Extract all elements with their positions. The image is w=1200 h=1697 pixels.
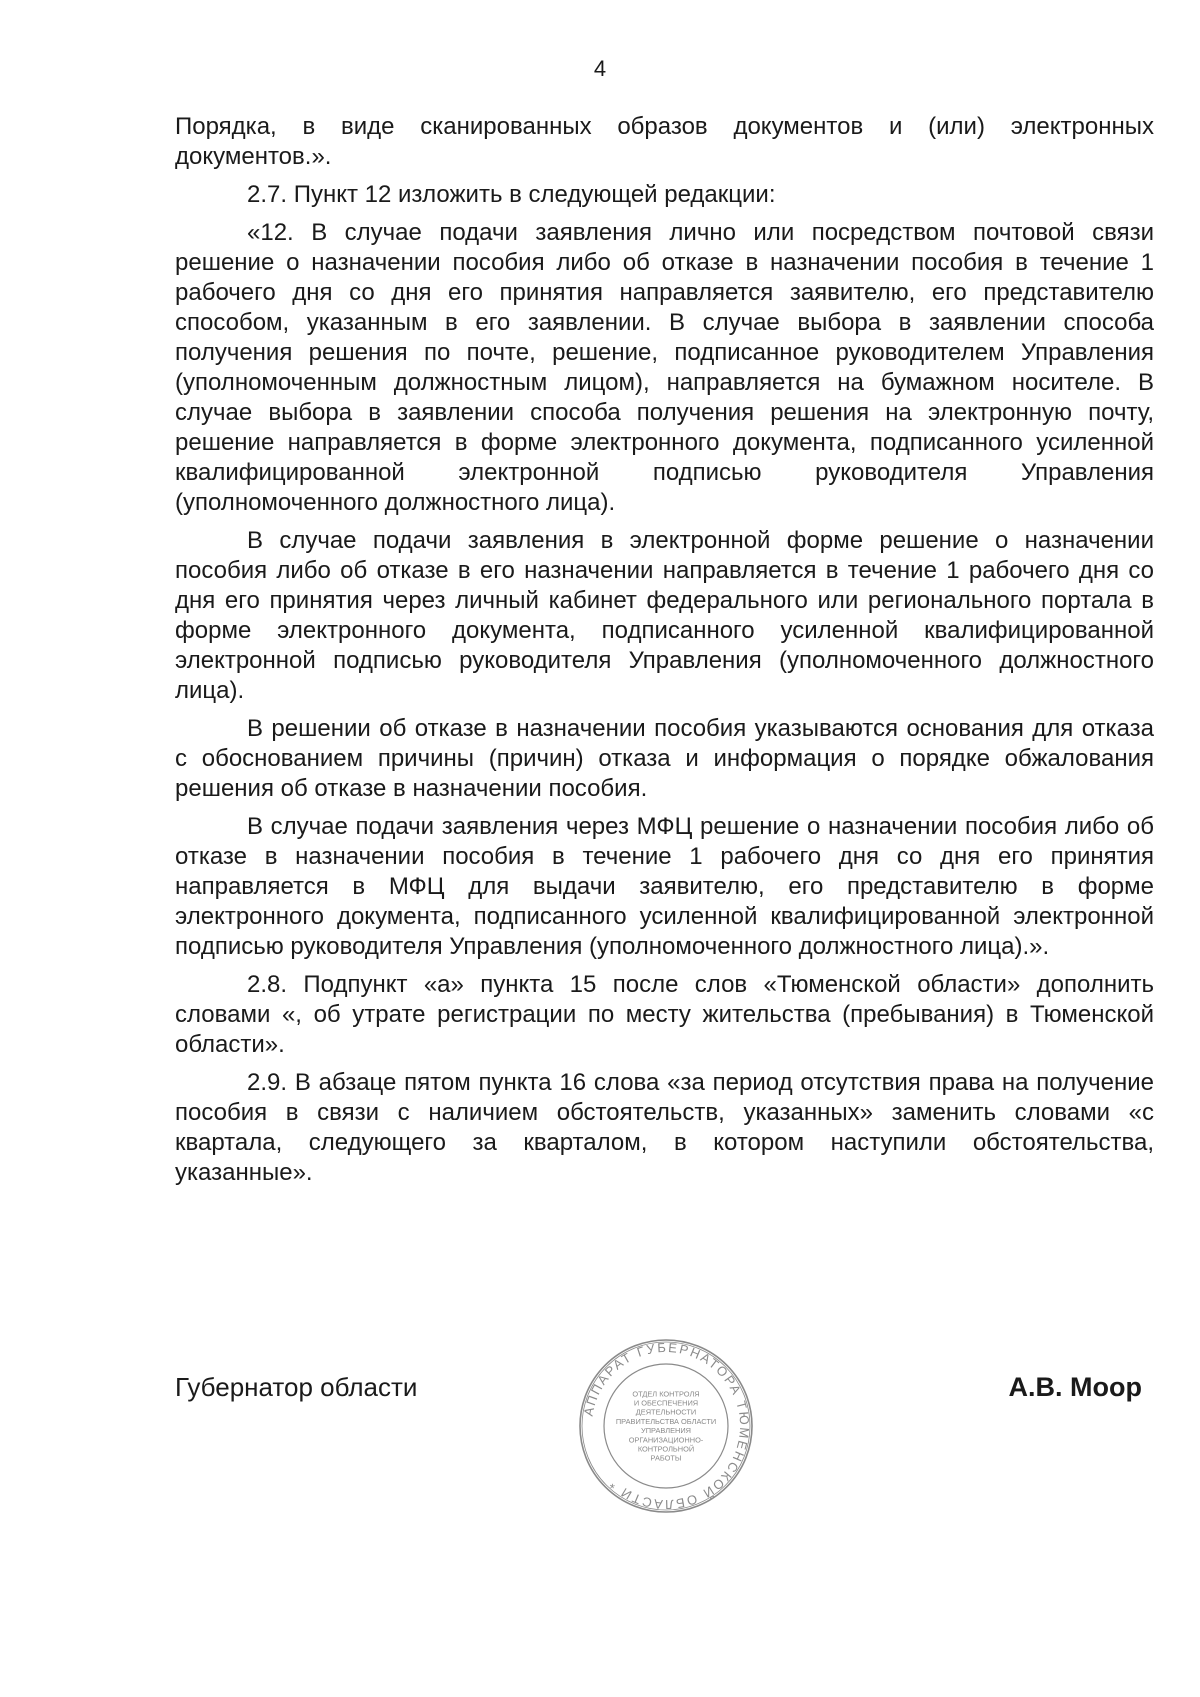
seal-inner-line: И ОБЕСПЕЧЕНИЯ — [633, 1398, 699, 1408]
paragraph: «12. В случае подачи заявления лично или посредством почтовой связи решение о назначении пособия либо об отказе в назначении пособия в течение 1 рабочего дня со дня его принятия направляется заявителю, его представителю способом, указанным в его заявлении. В случае выбора в заявлении способа получения решения по почте, решение, подписанное руководителем Управления (уполномоченным должностным лицом), направляется на бумажном носителе. В случае выбора в заявлении способа получения решения на электронную почту, решение направляется в форме электронного документа, подписанного усиленной квалифицированной электронной подписью руководителя Управления (уполномоченного должностного лица). — [175, 219, 1154, 516]
seal-inner-line: ПРАВИТЕЛЬСТВА ОБЛАСТИ — [615, 1416, 717, 1426]
paragraph: Порядка, в виде сканированных образов документов и (или) электронных документов.». — [175, 113, 1154, 170]
seal-inner-line: ОТДЕЛ КОНТРОЛЯ — [632, 1389, 700, 1399]
seal-inner-line: ДЕЯТЕЛЬНОСТИ — [635, 1407, 697, 1417]
paragraph: В случае подачи заявления через МФЦ решение о назначении пособия либо об отказе в назначении пособия в течение 1 рабочего дня со дня его принятия направляется в МФЦ для выдачи заявителю, его представителю в форме электронного документа, подписанного усиленной квалифицированной электронной подписью руководителя Управления (уполномоченного должностного лица).». — [175, 813, 1154, 960]
page-number: 4 — [593, 56, 607, 81]
signatory-name: А.В. Моор — [1008, 1372, 1142, 1402]
svg-text:АППАРАТ ГУБЕРНАТОРА ТЮМЕНСКОЙ: АППАРАТ ГУБЕРНАТОРА ТЮМЕНСКОЙ ОБЛАСТИ * — [580, 1339, 753, 1513]
paragraph: 2.8. Подпункт «а» пункта 15 после слов «Тюменской области» дополнить словами «, об утрате регистрации по месту жительства (пребывания) в Тюменской области». — [175, 971, 1154, 1058]
document-body — [175, 112, 1154, 1196]
official-seal-stamp — [578, 1338, 754, 1514]
seal-inner-line: РАБОТЫ — [650, 1453, 682, 1463]
seal-inner-line: ОРГАНИЗАЦИОННО- — [628, 1435, 704, 1445]
signatory-position: Губернатор области — [175, 1372, 418, 1402]
seal-graphic — [578, 1338, 754, 1514]
paragraph: В случае подачи заявления в электронной форме решение о назначении пособия либо об отказе в его назначении направляется в течение 1 рабочего дня со дня его принятия через личный кабинет федерального или регионального портала в форме электронного документа, подписанного усиленной квалифицированной электронной подписью руководителя Управления (уполномоченного должностного лица). — [175, 527, 1154, 704]
paragraph: 2.9. В абзаце пятом пункта 16 слова «за период отсутствия права на получение пособия в связи с наличием обстоятельств, указанных» заменить словами «с квартала, следующего за кварталом, в котором наступили обстоятельства, указанные». — [175, 1069, 1154, 1186]
paragraph: В решении об отказе в назначении пособия указываются основания для отказа с обоснованием причины (причин) отказа и информация о порядке обжалования решения об отказе в назначении пособия. — [175, 715, 1154, 802]
seal-inner-line: КОНТРОЛЬНОЙ — [637, 1444, 695, 1454]
paragraph: 2.7. Пункт 12 изложить в следующей редакции: — [247, 181, 776, 208]
seal-inner-line: УПРАВЛЕНИЯ — [641, 1426, 691, 1436]
